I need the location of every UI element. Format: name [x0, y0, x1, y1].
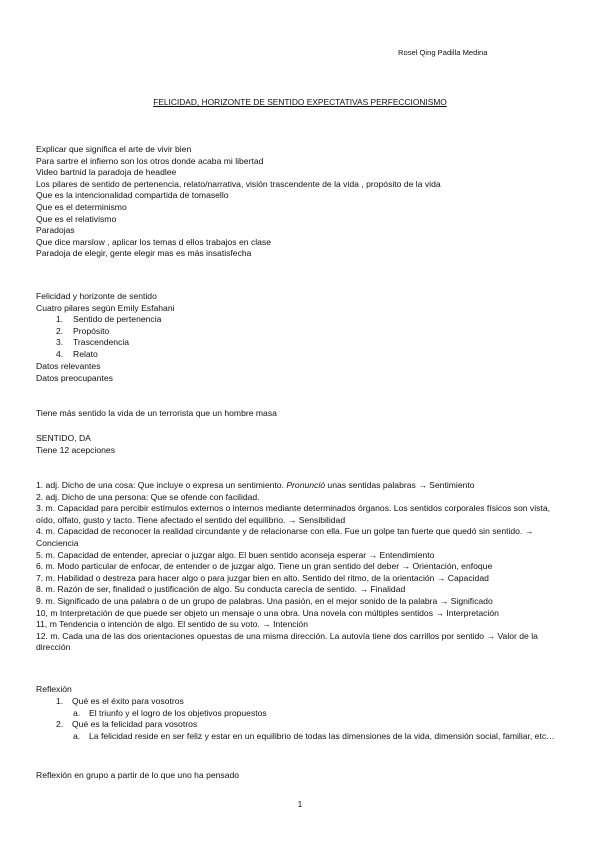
- list-number: 2.: [56, 325, 64, 336]
- list-item: [56, 326, 161, 338]
- acepcion-item: 7. m. Habilidad o destreza para hacer algo o para juzgar bien en alto. Sentido del ritmo, de la orientación → Capacidad: [36, 572, 489, 583]
- reflexion-answer-text: El triunfo y el logro de los objetivos propuestos: [89, 707, 267, 718]
- pilares-block: [36, 291, 571, 314]
- acepcion-item: 8. m. Razón de ser, finalidad o justificación de algo. Su conducta carecía de sentido. → Finalidad: [36, 584, 406, 595]
- intro-line: Explicar que significa el arte de vivir bien: [36, 144, 192, 154]
- intro-line: Que es el determinismo: [36, 201, 127, 212]
- page-number: 1: [297, 799, 303, 809]
- list-letter: a.: [73, 707, 81, 718]
- sentido-block: [36, 433, 571, 456]
- acepciones-list: [36, 480, 571, 654]
- pilares-subheading: Cuatro pilares según Emily Esfahani: [36, 302, 175, 313]
- intro-block: [36, 144, 571, 260]
- reflexion-answer-text: La felicidad reside en ser feliz y estar en un equilibrio de todas las dimensiones de la vida, dimensión social, familiar, etc…: [89, 730, 555, 741]
- acepcion-item: 3. m. Capacidad para percibir estímulos externos o internos mediante determinados órganos. Los sentidos corporales físicos son vista, oído, olfato, gusto y tacto. Tiene afectado el sentido del equilibrio. → Sensibilidad: [36, 503, 550, 525]
- acepcion-text-end: unas sentidas palabras → Sentimiento: [325, 480, 475, 490]
- list-letter: a.: [73, 730, 81, 741]
- reflexion-list: [56, 696, 571, 742]
- acepcion-emphasis: Pronunció: [286, 480, 326, 490]
- list-number: 2.: [56, 719, 64, 730]
- reflexion-item: [56, 696, 571, 708]
- acepcion-item: 2. adj. Dicho de una persona: Que se ofende con facilidad.: [36, 491, 260, 502]
- reflexion-answer: [73, 731, 571, 743]
- list-text: Propósito: [73, 325, 110, 336]
- reflexion-answer: [73, 708, 571, 720]
- list-number: 1.: [56, 696, 64, 706]
- acepcion-item: 4. m. Capacidad de reconocer la realidad circundante y de relacionarse con ella. Fue un golpe tan fuerte que quedó sin sentido. → Conciencia: [36, 526, 534, 548]
- pilares-list: [56, 314, 161, 360]
- author-name: Rosel Qing Padilla Medina: [398, 48, 488, 57]
- acepcion-item: 5. m. Capacidad de entender, apreciar o juzgar algo. El buen sentido aconseja esperar → Entendimiento: [36, 549, 435, 560]
- intro-line: Que es la intencionalidad compartida de tomasello: [36, 190, 229, 201]
- acepcion-item: 11, m Tendencia o intención de algo. El sentido de su voto. → Intención: [36, 619, 308, 630]
- list-text: Relato: [73, 348, 98, 359]
- reflexion-heading: Reflexión: [36, 684, 72, 694]
- list-number: 4.: [56, 348, 64, 359]
- datos-preocupantes: Datos preocupantes: [36, 372, 113, 383]
- intro-line: Paradojas: [36, 225, 75, 236]
- intro-line: Que es el relativismo: [36, 213, 117, 224]
- reflexion-final: Reflexión en grupo a partir de lo que uno ha pensado: [36, 770, 240, 780]
- acepcion-item: 10, m Interpretación de que puede ser objeto un mensaje o una obra. Una novela con múltiples sentidos → Interpretación: [36, 607, 499, 618]
- intro-line: Para sartre el infierno son los otros donde acaba mi libertad: [36, 155, 264, 166]
- terrorista-line: Tiene más sentido la vida de un terrorista que un hombre masa: [36, 408, 277, 418]
- list-item: [56, 337, 161, 349]
- list-text: Trascendencia: [73, 337, 130, 348]
- datos-block: [36, 361, 571, 384]
- list-text: Sentido de pertenencia: [73, 314, 162, 324]
- acepcion-item: [36, 480, 571, 492]
- list-number: 3.: [56, 337, 64, 348]
- reflexion-question: Qué es la felicidad para vosotros: [72, 719, 198, 730]
- sentido-subheading: Tiene 12 acepciones: [36, 444, 115, 455]
- intro-line: Video bartnid la paradoja de headlee: [36, 167, 177, 178]
- acepcion-item: 9. m. Significado de una palabra o de un grupo de palabras. Una pasión, en el mejor sonido de la palabra → Significado: [36, 595, 493, 606]
- reflexion-question: Qué es el éxito para vosotros: [72, 696, 184, 706]
- list-number: 1.: [56, 314, 64, 324]
- reflexion-item: [56, 719, 571, 731]
- acepcion-text: 1. adj. Dicho de una cosa: Que incluye o expresa un sentimiento.: [36, 480, 287, 490]
- intro-line: Paradoja de elegir, gente elegir mas es más insatisfecha: [36, 248, 252, 259]
- intro-line: Los pilares de sentido de pertenencia, relato/narrativa, visión trascendente de la vida , propósito de la vida: [36, 178, 441, 189]
- document-title: FELICIDAD, HORIZONTE DE SENTIDO EXPECTATIVAS PERFECCIONISMO: [153, 97, 447, 107]
- sentido-heading: SENTIDO, DA: [36, 433, 91, 443]
- acepcion-item: 12. m. Cada una de las dos orientaciones opuestas de una misma dirección. La autovía tiene dos carrillos por sentido → Valor de la dirección: [36, 630, 538, 653]
- datos-relevantes: Datos relevantes: [36, 361, 101, 371]
- intro-line: Que dice marslow , aplicar los temas d ellos trabajos en clase: [36, 236, 272, 247]
- list-item: [56, 314, 161, 326]
- pilares-heading: Felicidad y horizonte de sentido: [36, 291, 157, 301]
- acepcion-item: 6. m. Modo particular de enfocar, de entender o de juzgar algo. Tiene un gran sentido del deber → Orientación, enfoque: [36, 561, 493, 572]
- list-item: [56, 349, 161, 361]
